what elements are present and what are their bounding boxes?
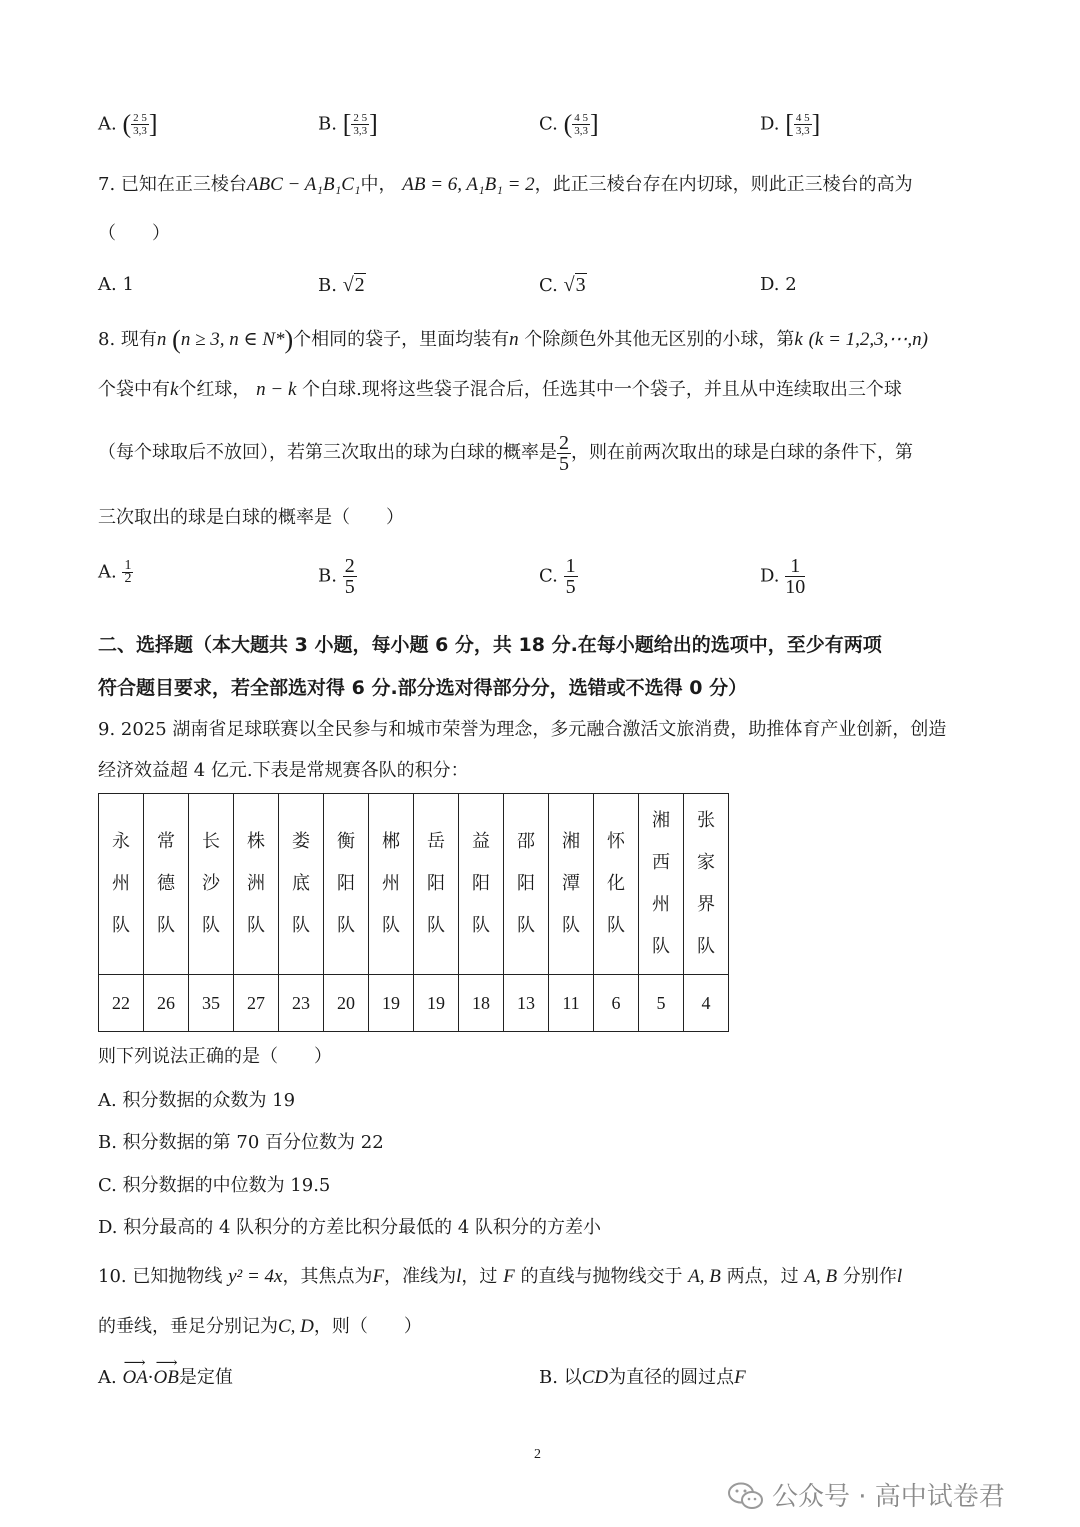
q6-option-d: D. [ $\frac{4 5}{3,3}$ ] (760, 109, 821, 139)
team-name: 衡 阳 队 (337, 831, 355, 936)
score-cell: 6 (594, 975, 639, 1032)
score-cell: 13 (504, 975, 549, 1032)
team-name: 长 沙 队 (202, 831, 220, 936)
q8-option-b: B. $\frac{2}{5}$ (318, 555, 355, 598)
team-name: 张 家 界 队 (697, 810, 715, 957)
q6-option-a: A. ( $\frac{2 5}{3,3}$ ] (98, 109, 158, 139)
team-cell (99, 794, 144, 975)
team-cell (549, 794, 594, 975)
team-cell (189, 794, 234, 975)
watermark-text: 公众号 · 高中试卷君 (772, 1482, 1005, 1512)
score-cell: 5 (639, 975, 684, 1032)
section2-heading-line2: 符合题目要求，若全部选对得 6 分.部分选对得部分分，选错或不选得 0 分） (98, 677, 748, 699)
q10-stem-line1: 10. 已知抛物线 y² = 4x，其焦点为F，准线为l，过 F 的直线与抛物线交于 A, B 两点，过 A, B 分别作l (98, 1266, 903, 1287)
score-cell: 26 (144, 975, 189, 1032)
q7-option-b: B. √2 (318, 274, 365, 296)
score-cell: 4 (684, 975, 729, 1032)
q10-stem-line2: 的垂线，垂足分别记为C, D，则（ ） (98, 1316, 422, 1337)
team-cell (459, 794, 504, 975)
score-cell: 19 (369, 975, 414, 1032)
q9-option-c: C. 积分数据的中位数为 19.5 (98, 1175, 331, 1196)
q7-option-a: A. 1 (98, 274, 134, 295)
team-name: 株 洲 队 (247, 831, 265, 936)
q8-stem-line1: 8. 现有n (n ≥ 3, n ∈ N*)个相同的袋子，里面均装有n 个除颜色外其他无区别的小球，第k (k = 1,2,3,⋯,n) (98, 325, 928, 354)
q10-option-b: B. 以CD为直径的圆过点F (539, 1367, 746, 1388)
team-cell (639, 794, 684, 975)
team-name: 邵 阳 队 (517, 831, 535, 936)
team-cell (684, 794, 729, 975)
team-cell (234, 794, 279, 975)
section2-heading-line1: 二、选择题（本大题共 3 小题，每小题 6 分，共 18 分.在每小题给出的选项中，至少有两项 (98, 634, 882, 656)
q8-option-c: C. $\frac{1}{5}$ (539, 555, 576, 598)
team-name: 益 阳 队 (472, 831, 490, 936)
team-cell (144, 794, 189, 975)
q9-option-a: A. 积分数据的众数为 19 (98, 1090, 296, 1111)
q9-option-d: D. 积分最高的 4 队积分的方差比积分最低的 4 队积分的方差小 (98, 1217, 602, 1238)
q7-stem-line1: 7. 已知在正三棱台ABC − A₁B₁C₁中， AB = 6, A₁B₁ = 2，此正三棱台存在内切球，则此正三棱台的高为 (98, 174, 913, 195)
team-name: 湘 西 州 队 (652, 810, 670, 957)
q9-stem-line1: 9. 2025 湖南省足球联赛以全民参与和城市荣誉为理念，多元融合激活文旅消费，助推体育产业创新，创造 (98, 719, 947, 740)
score-cell: 20 (324, 975, 369, 1032)
team-name: 岳 阳 队 (427, 831, 445, 936)
q8-option-a: A. $\frac{1}{2}$ (98, 558, 132, 586)
score-cell: 22 (99, 975, 144, 1032)
score-table (98, 793, 729, 1032)
team-name: 娄 底 队 (292, 831, 310, 936)
team-cell (594, 794, 639, 975)
team-name: 怀 化 队 (607, 831, 625, 936)
score-cell: 35 (189, 975, 234, 1032)
team-cell (414, 794, 459, 975)
team-cell (369, 794, 414, 975)
q7-answer-paren: （ ） (98, 223, 170, 244)
team-name: 湘 潭 队 (562, 831, 580, 936)
team-name: 常 德 队 (157, 831, 175, 936)
q9-option-b: B. 积分数据的第 70 百分位数为 22 (98, 1132, 384, 1153)
team-cell (504, 794, 549, 975)
q8-stem-line2: 个袋中有k个红球， n − k 个白球.现将这些袋子混合后，任选其中一个袋子，并且从中连续取出三个球 (98, 379, 902, 400)
q6-option-b: B. [ $\frac{2 5}{3,3}$ ] (318, 109, 378, 139)
team-name: 郴 州 队 (382, 831, 400, 936)
team-name: 永 州 队 (112, 831, 130, 936)
score-cell: 11 (549, 975, 594, 1032)
score-cell: 19 (414, 975, 459, 1032)
team-cell (279, 794, 324, 975)
score-cell: 18 (459, 975, 504, 1032)
q8-stem-line4: 三次取出的球是白球的概率是（ ） (98, 507, 404, 528)
score-cell: 23 (279, 975, 324, 1032)
score-row (99, 975, 729, 1032)
q8-option-d: D. $\frac{1}{10}$ (760, 555, 806, 598)
team-row (99, 794, 729, 975)
q7-option-d: D. 2 (760, 274, 797, 295)
q7-option-c: C. √3 (539, 274, 586, 296)
q10-option-a: A. ⟶ OA·⟶ OB是定值 (98, 1366, 233, 1390)
q8-stem-line3: （每个球取后不放回），若第三次取出的球为白球的概率是 $\frac{2}{5}$ ，则在前两次取出的球是白球的条件下，第 (98, 431, 913, 475)
score-cell: 27 (234, 975, 279, 1032)
wechat-icon (728, 1482, 764, 1510)
team-cell (324, 794, 369, 975)
page-number: 2 (534, 1447, 541, 1462)
q6-option-c: C. ( $\frac{4 5}{3,3}$ ] (539, 109, 599, 139)
q9-stem-line2: 经济效益超 4 亿元.下表是常规赛各队的积分： (98, 760, 469, 781)
q9-question: 则下列说法正确的是（ ） (98, 1046, 332, 1067)
